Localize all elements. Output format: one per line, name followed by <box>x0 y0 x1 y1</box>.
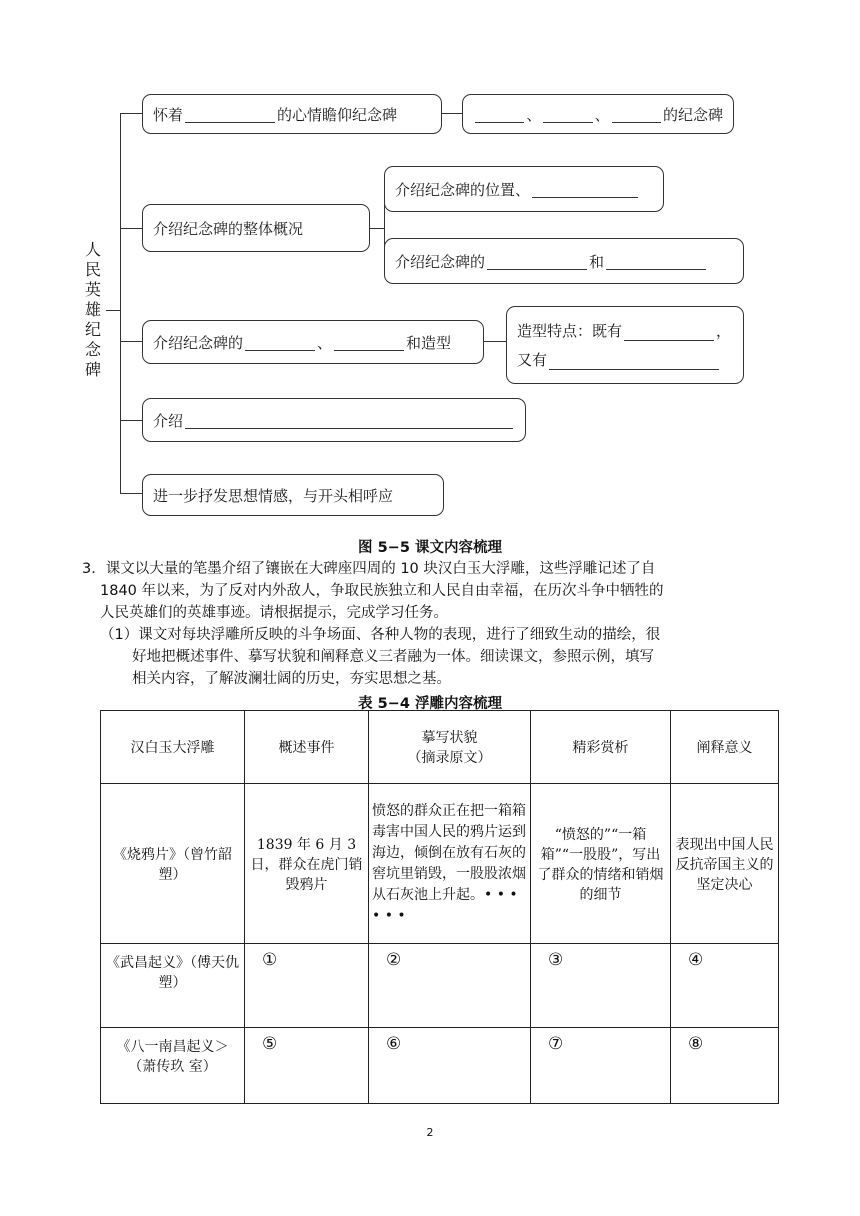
question-3-1-line: 好地把概述事件、摹写状貌和阐释意义三者融为一体。细读课文，参照示例，填写 <box>132 649 654 665</box>
mindmap-node-location: 介绍纪念碑的位置、 <box>384 166 664 212</box>
table-cell[interactable] <box>671 944 779 1028</box>
question-3-line: 人民英雄们的英雄事迹。请根据提示，完成学习任务。 <box>100 605 448 621</box>
mindmap-node-shape-features: 造型特点：既有 ， 又有 <box>506 306 744 384</box>
table-cell: 愤怒的群众正在把一箱箱毒害中国人民的鸦片运到海边，倾倒在放有石灰的窖坑里销毁，一股股浓烟从石灰池上升起。• • • • • • <box>369 784 531 944</box>
answer-marker: ⑤ <box>262 1034 278 1054</box>
table-caption: 表 5−4 浮雕内容梳理 <box>358 696 502 712</box>
table-cell[interactable] <box>245 1028 369 1104</box>
question-3-line: 3．课文以大量的笔墨介绍了镶嵌在大碑座四周的 10 块汉白玉大浮雕，这些浮雕记述了自 <box>82 561 656 577</box>
table-header: 汉白玉大浮雕 <box>101 711 245 784</box>
answer-marker: ⑥ <box>386 1034 402 1054</box>
table-row <box>101 944 779 1028</box>
mindmap-node-intro: 介绍 <box>142 398 526 442</box>
answer-marker: ① <box>262 950 278 970</box>
mindmap-node-mood: 怀着 的心情瞻仰纪念碑 <box>142 94 442 134</box>
table-cell[interactable] <box>369 944 531 1028</box>
table-cell: 1839 年 6 月 3 日，群众在虎门销毁鸦片 <box>245 784 369 944</box>
question-3-line: 1840 年以来，为了反对内外敌人，争取民族独立和人民自由幸福，在历次斗争中牺牲的 <box>100 583 664 599</box>
table-row <box>101 784 779 944</box>
relief-content-table <box>100 710 779 1104</box>
table-row <box>101 1028 779 1104</box>
table-header: 阐释意义 <box>671 711 779 784</box>
page-number: 2 <box>426 1126 434 1139</box>
mindmap-node-size: 介绍纪念碑的 和 <box>384 238 744 284</box>
answer-marker: ⑧ <box>688 1034 704 1054</box>
question-3-1-line: 相关内容，了解波澜壮阔的历史，夯实思想之基。 <box>132 671 451 687</box>
question-3 <box>82 558 790 690</box>
answer-marker: ⑦ <box>548 1034 564 1054</box>
question-3-1-line: （1）课文对每块浮雕所反映的斗争场面、各种人物的表现，进行了细致生动的描绘，很 <box>100 627 661 643</box>
table-header: 精彩赏析 <box>531 711 671 784</box>
table-cell: 《烧鸦片》（曾竹韶塑） <box>101 784 245 944</box>
table-cell[interactable] <box>531 1028 671 1104</box>
table-cell: 《武昌起义》（傅天仇 塑） <box>101 944 245 1028</box>
table-header-row <box>101 711 779 784</box>
table-cell[interactable] <box>245 944 369 1028</box>
mindmap-node-structure: 介绍纪念碑的 、 和造型 <box>142 320 484 364</box>
mindmap-node-monument-type: 、 、 的纪念碑 <box>462 94 734 134</box>
table-header: 摹写状貌 （摘录原文） <box>369 711 531 784</box>
table-cell[interactable] <box>531 944 671 1028</box>
table-cell: 《八一南昌起义＞（萧传玖 室） <box>101 1028 245 1104</box>
answer-marker: ③ <box>548 950 564 970</box>
content-mindmap-figure <box>80 80 760 525</box>
table-cell[interactable] <box>369 1028 531 1104</box>
table-cell[interactable] <box>671 1028 779 1104</box>
mindmap-node-overview: 介绍纪念碑的整体概况 <box>142 204 370 252</box>
mindmap-root-label: 人 民 英 雄 纪 念 碑 <box>84 240 101 379</box>
table-header: 概述事件 <box>245 711 369 784</box>
answer-marker: ② <box>386 950 402 970</box>
figure-caption: 图 5−5 课文内容梳理 <box>358 540 502 556</box>
mindmap-node-conclusion: 进一步抒发思想情感，与开头相呼应 <box>142 474 444 516</box>
table-cell: “愤怒的”“一箱箱”“一股股”，写出了群众的情绪和销烟的细节 <box>531 784 671 944</box>
answer-marker: ④ <box>688 950 704 970</box>
table-cell: 表现出中国人民反抗帝国主义的坚定决心 <box>671 784 779 944</box>
